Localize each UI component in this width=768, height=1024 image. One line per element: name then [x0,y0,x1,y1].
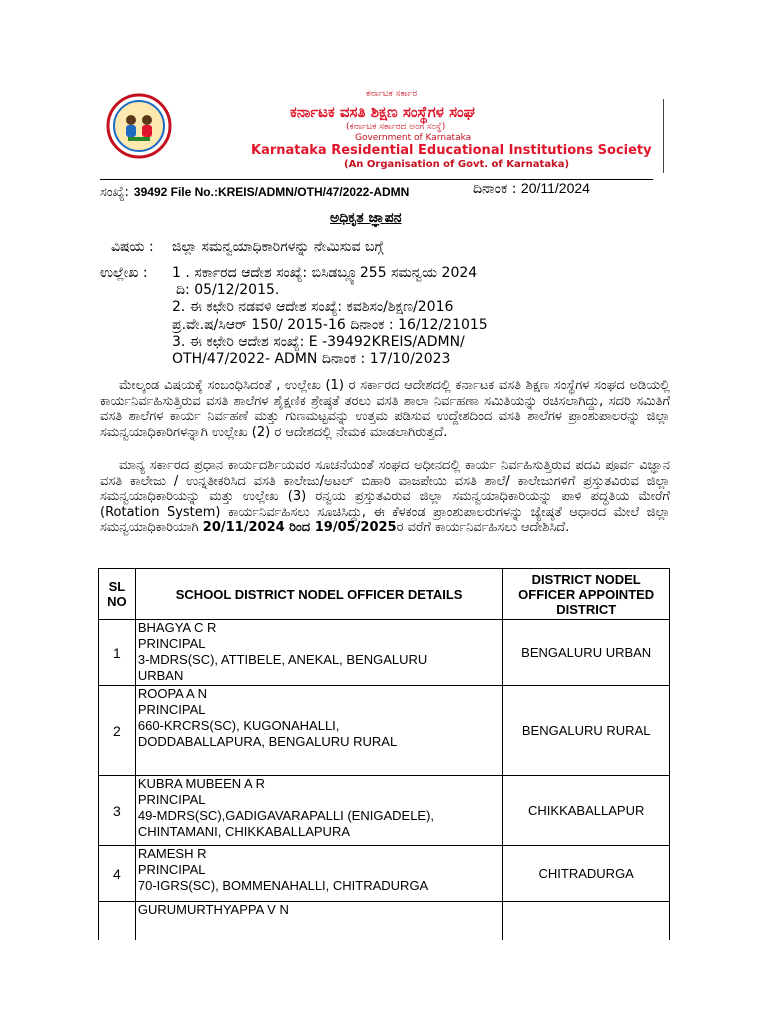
officer-school: 660-KRCRS(SC), KUGONAHALLI, [137,718,340,733]
row-sl: 3 [99,776,136,846]
society-name-english: Karnataka Residential Educational Institutions Society [251,143,652,158]
row-sl [99,902,136,940]
row-district: BENGALURU RURAL [503,686,670,776]
reference-line: 3. ಈ ಕಛೇರಿ ಆದೇಶ ಸಂಖ್ಯೆ: E -39492KREIS/ADMN/ [172,334,465,350]
officer-school: 3-MDRS(SC), ATTIBELE, ANEKAL, BENGALURU [137,652,428,667]
row-district: CHIKKABALLAPUR [503,776,670,846]
officer-designation: PRINCIPAL [137,862,206,877]
reference-date-label: ದಿನಾಂಕ : [473,181,517,197]
header-appointed-district: DISTRICT NODEL OFFICER APPOINTED DISTRICT [503,569,670,620]
reference-number-value: 39492 File No.:KREIS/ADMN/OTH/47/2022-ADMN [133,185,410,199]
society-logo-icon [106,93,172,159]
row-officer-details [135,776,503,846]
reference-line: ದಿ: 05/12/2015. [176,282,280,298]
header-vertical-rule [663,99,664,173]
row-officer-details [135,902,503,940]
officer-school: 49-MDRS(SC),GADIGAVARAPALLI (ENIGADELE), [137,808,435,823]
organisation-line: (An Organisation of Govt. of Karnataka) [344,159,570,170]
nodal-officer-table [98,568,670,940]
officer-name: RAMESH R [137,846,207,861]
officer-school: CHINTAMANI, CHIKKABALLAPURA [137,824,350,839]
officer-school: URBAN [137,668,184,683]
reference-label: ಉಲ್ಲೇಖ : [100,265,148,281]
officer-name: KUBRA MUBEEN A R [137,776,266,791]
subject-label: ವಿಷಯ : [111,239,154,255]
reference-date-value: 20/11/2024 [520,180,590,196]
paragraph-2-end: ರ ವರೆಗೆ ಕಾರ್ಯನಿರ್ವಹಿಸಲು ಆದೇಶಿಸಿದೆ. [396,520,570,536]
subject-text: ಜಿಲ್ಲಾ ಸಮನ್ವಯಾಧಿಕಾರಿಗಳನ್ನು ನೇಮಿಸುವ ಬಗ್ಗೆ [172,239,384,255]
reference-line: OTH/47/2022- ADMN ದಿನಾಂಕ : 17/10/2023 [172,351,451,367]
document-heading: ಅಧಿಕೃತ ಜ್ಞಾಪನ [330,210,402,226]
officer-school: 70-IGRS(SC), BOMMENAHALLI, CHITRADURGA [137,878,429,893]
table-row [99,620,670,686]
row-district [503,902,670,940]
reference-line: 1 . ಸರ್ಕಾರದ ಆದೇಶ ಸಂಖ್ಯೆ: ಬಿಸಿಡಬ್ಲ್ಯೂ255 ಸಮನ್ವಯ 2024 [172,265,478,281]
officer-school: DODDABALLAPURA, BENGALURU RURAL [137,734,398,749]
reference-date [473,180,590,197]
reference-number [100,181,409,200]
row-sl: 2 [99,686,136,776]
table-row [99,686,670,776]
officer-designation: PRINCIPAL [137,636,206,651]
row-officer-details [135,686,503,776]
officer-name: ROOPA A N [137,686,207,701]
officer-designation: PRINCIPAL [137,792,206,807]
paragraph-2-text: ಮಾನ್ಯ ಸರ್ಕಾರದ ಪ್ರಧಾನ ಕಾರ್ಯದರ್ಶಿಯವರ ಸೂಚನೆಯಂತೆ ಸಂಘದ ಅಧೀನದಲ್ಲಿ ಕಾರ್ಯ ನಿರ್ವಹಿಸುತ್ತಿರುವ ಪದವಿ ಪೂರ್ವ ವಿಜ್ಞಾನ ವಸತಿ ಕಾಲೇಜು / ಉನ್ನತೀಕರಿಸಿದ ವಸತಿ ಕಾಲೇಜು/ಅಟಲ್ ಬಿಹಾರಿ ವಾಜಪೇಯಿ ವಸತಿ ಶಾಲೆ/ ಕಾಲೇಜುಗಳಿಗೆ ಪ್ರಸ್ತುತವಿರುವ ಜಿಲ್ಲಾ ಸಮನ್ವಯಾಧಿಕಾರಿಯನ್ನು ಮತ್ತು ಉಲ್ಲೇಖ (3) ರನ್ವಯ ಪ್ರಸ್ತುತವಿರುವ ಜಿಲ್ಲಾ ಸಮನ್ವಯಾಧಿಕಾರಿಯನ್ನು ಪಾಳಿ ಪದ್ಧತಿಯ ಮೇರೆಗೆ (Rotation System) ಕಾರ್ಯನಿರ್ವಹಿಸಲು ಸೂಚಿಸಿದ್ದು, ಈ ಕೆಳಕಂಡ ಪ್ರಾಂಶುಪಾಲರುಗಳನ್ನು ಜ್ಯೇಷ್ಠತೆ ಆಧಾರದ ಮೇಲೆ ಜಿಲ್ಲಾ ಸಮನ್ವಯಾಧಿಕಾರಿಯಾಗಿ [100,458,670,536]
reference-line: 2. ಈ ಕಛೇರಿ ನಡವಳಿ ಆದೇಶ ಸಂಖ್ಯೆ: ಕವಶಿಸಂ/ಶಿಕ್ಷಣ/2016 [172,299,454,315]
row-sl: 4 [99,846,136,902]
officer-name: GURUMURTHYAPPA V N [137,902,289,917]
government-of-karnataka: Government of Karnataka [355,133,472,143]
officer-name: BHAGYA C R [137,620,217,635]
row-sl: 1 [99,620,136,686]
table-header-row [99,569,670,620]
officer-designation: PRINCIPAL [137,702,206,717]
body-paragraph-1: ಮೇಲ್ಕಂಡ ವಿಷಯಕ್ಕೆ ಸಂಬಂಧಿಸಿದಂತೆ , ಉಲ್ಲೇಖ (1) ರ ಸರ್ಕಾರದ ಆದೇಶದಲ್ಲಿ ಕರ್ನಾಟಕ ವಸತಿ ಶಿಕ್ಷಣ ಸಂಸ್ಥೆಗಳ ಸಂಘದ ಅಡಿಯಲ್ಲಿ ಕಾರ್ಯನಿರ್ವಹಿಸುತ್ತಿರುವ ವಸತಿ ಶಾಲೆಗಳ ಶೈಕ್ಷಣಿಕ ಶ್ರೇಷ್ಠತೆ ತರಲು ವಸತಿ ಶಾಲಾ ನಿರ್ವಹಣಾ ಸಮಿತಿಯನ್ನು ರಚಿಸಲಾಗಿದ್ದು, ಸದರಿ ಸಮಿತಿಗೆ ವಸತಿ ಶಾಲೆಗಳ ಕಾರ್ಯ ನಿರ್ವಹಣೆ ಮತ್ತು ಗುಣಮಟ್ಟವನ್ನು ಉತ್ತಮ ಪಡಿಸುವ ಉದ್ದೇಶದಿಂದ ವಸತಿ ಶಾಲೆಗಳ ಪ್ರಾಂಶುಪಾಲರನ್ನು ಜಿಲ್ಲಾ ಸಮನ್ವಯಾಧಿಕಾರಿಗಳನ್ನಾಗಿ ಉಲ್ಲೇಖ (2) ರ ಆದೇಶದಲ್ಲಿ ನೇಮಕ ಮಾಡಲಾಗಿರುತ್ತದೆ. [100,378,670,440]
reference-line: ಪ್ರ.ವೇ.ಷ/ಸಿಆರ್ 150/ 2015-16 ದಿನಾಂಕ : 16/12/21015 [172,317,488,333]
row-district: BENGALURU URBAN [503,620,670,686]
table-row [99,902,670,940]
appointment-period: 20/11/2024 ರಿಂದ 19/05/2025 [202,520,397,536]
gov-kannada-small: ಕರ್ನಾಟಕ ಸರ್ಕಾರ [366,89,418,99]
row-district: CHITRADURGA [503,846,670,902]
row-officer-details [135,846,503,902]
body-paragraph-2 [100,458,670,536]
row-officer-details [135,620,503,686]
table-row [99,776,670,846]
society-name-kannada: ಕರ್ನಾಟಕ ವಸತಿ ಶಿಕ್ಷಣ ಸಂಸ್ಥೆಗಳ ಸಂಘ [290,103,475,121]
society-subtitle-kannada: (ಕರ್ನಾಟಕ ಸರ್ಕಾರದ ಅಂಗ ಸಂಸ್ಥೆ) [346,122,446,132]
header-sl-no: SL NO [99,569,136,620]
reference-number-label: ಸಂಖ್ಯೆ: [100,185,129,200]
header-officer-details: SCHOOL DISTRICT NODEL OFFICER DETAILS [135,569,503,620]
table-row [99,846,670,902]
